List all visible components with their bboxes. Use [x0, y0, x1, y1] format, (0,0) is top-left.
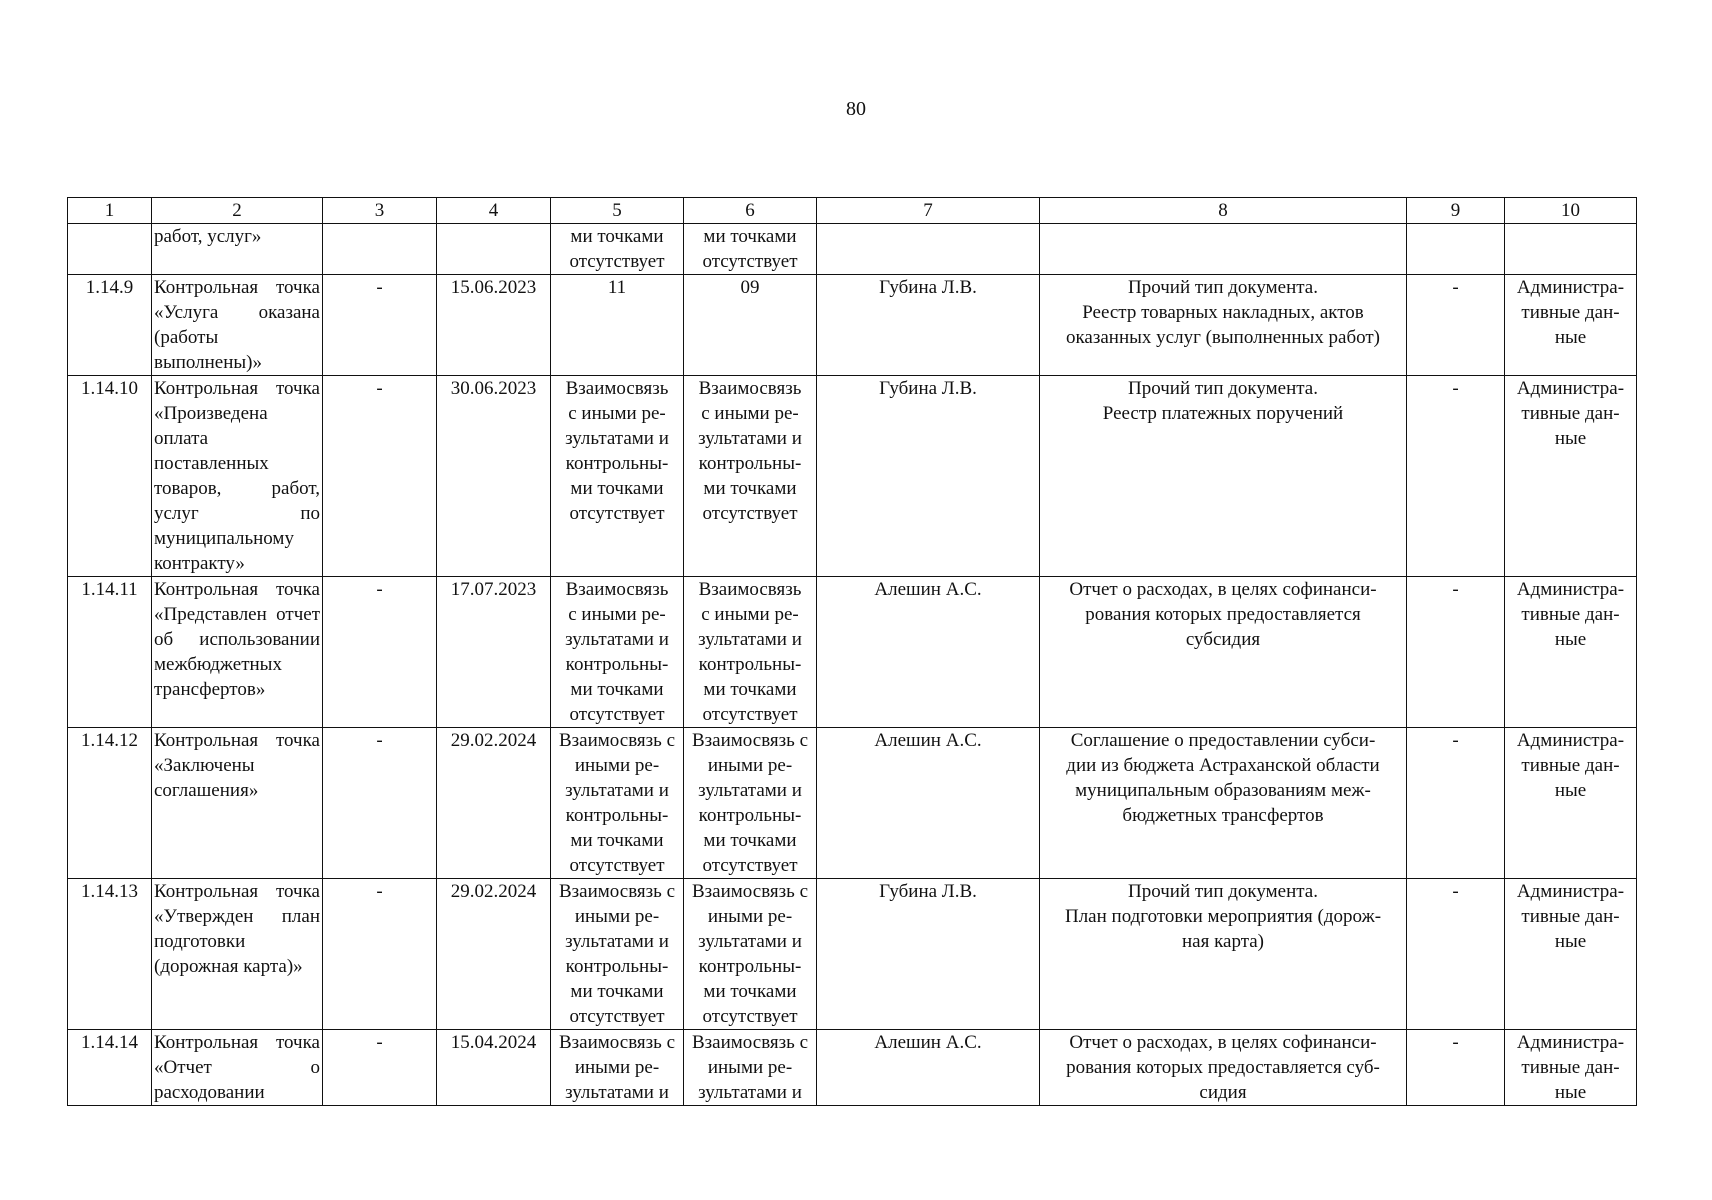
- cell-col10: Администра- тивные дан- ные: [1505, 275, 1637, 376]
- cell-col3: -: [323, 577, 437, 728]
- cell-number: 1.14.13: [68, 879, 152, 1030]
- table-row: [68, 275, 1637, 376]
- cell-responsible: Губина Л.В.: [817, 376, 1040, 577]
- cell-responsible: Алешин А.С.: [817, 1030, 1040, 1106]
- cell-col9: -: [1407, 275, 1505, 376]
- cell-col6: Взаимосвязь с иными ре- зультатами и контрольны- ми точками отсутствует: [684, 376, 817, 577]
- cell-document: [1040, 224, 1407, 275]
- cell-responsible: [817, 224, 1040, 275]
- cell-col5: Взаимосвязь с иными ре- зультатами и: [551, 1030, 684, 1106]
- cell-col3: -: [323, 376, 437, 577]
- cell-number: 1.14.11: [68, 577, 152, 728]
- cell-col9: -: [1407, 728, 1505, 879]
- cell-name: Контрольная точка «Отчет о расходовании: [152, 1030, 323, 1106]
- cell-col10: Администра- тивные дан- ные: [1505, 1030, 1637, 1106]
- cell-name: Контрольная точка «Представлен отчет об использовании межбюджетных трансфертов»: [152, 577, 323, 728]
- table-row: [68, 224, 1637, 275]
- cell-col6: Взаимосвязь с иными ре- зультатами и контрольны- ми точками отсутствует: [684, 728, 817, 879]
- cell-responsible: Алешин А.С.: [817, 577, 1040, 728]
- cell-col6: Взаимосвязь с иными ре- зультатами и контрольны- ми точками отсутствует: [684, 577, 817, 728]
- cell-col9: -: [1407, 879, 1505, 1030]
- cell-responsible: Алешин А.С.: [817, 728, 1040, 879]
- table-header: [68, 198, 1637, 224]
- cell-col3: -: [323, 728, 437, 879]
- table-row: [68, 577, 1637, 728]
- cell-col5: Взаимосвязь с иными ре- зультатами и контрольны- ми точками отсутствует: [551, 376, 684, 577]
- cell-name: работ, услуг»: [152, 224, 323, 275]
- table-row: [68, 1030, 1637, 1106]
- cell-document: Отчет о расходах, в целях софинанси- рования которых предоставляется суб- сидия: [1040, 1030, 1407, 1106]
- cell-responsible: Губина Л.В.: [817, 275, 1040, 376]
- cell-name: Контрольная точка «Утвержден план подготовки (дорожная карта)»: [152, 879, 323, 1030]
- cell-col6: 09: [684, 275, 817, 376]
- table-row: [68, 376, 1637, 577]
- header-col-10: 10: [1505, 198, 1637, 224]
- cell-date: 29.02.2024: [437, 728, 551, 879]
- page-number: 80: [846, 98, 866, 120]
- cell-date: 17.07.2023: [437, 577, 551, 728]
- cell-number: 1.14.14: [68, 1030, 152, 1106]
- cell-document: Отчет о расходах, в целях софинанси- рования которых предоставляется субсидия: [1040, 577, 1407, 728]
- header-col-1: 1: [68, 198, 152, 224]
- cell-col3: -: [323, 275, 437, 376]
- cell-date: 15.06.2023: [437, 275, 551, 376]
- cell-name: Контрольная точка «Услуга оказана (работы выполнены)»: [152, 275, 323, 376]
- table-row: [68, 879, 1637, 1030]
- header-col-5: 5: [551, 198, 684, 224]
- header-col-6: 6: [684, 198, 817, 224]
- cell-col10: Администра- тивные дан- ные: [1505, 728, 1637, 879]
- cell-document: Соглашение о предоставлении субси- дии из бюджета Астраханской области муниципальным образованиям меж- бюджетных трансфертов: [1040, 728, 1407, 879]
- cell-number: 1.14.12: [68, 728, 152, 879]
- header-col-3: 3: [323, 198, 437, 224]
- cell-col3: -: [323, 879, 437, 1030]
- cell-col6: Взаимосвязь с иными ре- зультатами и контрольны- ми точками отсутствует: [684, 879, 817, 1030]
- cell-col6: ми точками отсутствует: [684, 224, 817, 275]
- cell-col3: -: [323, 1030, 437, 1106]
- document-table: [67, 197, 1637, 1106]
- cell-col9: -: [1407, 1030, 1505, 1106]
- cell-name: Контрольная точка «Произведена оплата поставленных товаров, работ, услуг по муниципальному контракту»: [152, 376, 323, 577]
- cell-number: 1.14.9: [68, 275, 152, 376]
- cell-col5: 11: [551, 275, 684, 376]
- table-row: [68, 728, 1637, 879]
- cell-date: [437, 224, 551, 275]
- cell-col9: [1407, 224, 1505, 275]
- cell-col10: Администра- тивные дан- ные: [1505, 577, 1637, 728]
- cell-col9: -: [1407, 376, 1505, 577]
- header-col-7: 7: [817, 198, 1040, 224]
- cell-col9: -: [1407, 577, 1505, 728]
- cell-number: 1.14.10: [68, 376, 152, 577]
- cell-date: 15.04.2024: [437, 1030, 551, 1106]
- cell-document: Прочий тип документа. Реестр товарных накладных, актов оказанных услуг (выполненных работ): [1040, 275, 1407, 376]
- cell-col10: Администра- тивные дан- ные: [1505, 879, 1637, 1030]
- cell-responsible: Губина Л.В.: [817, 879, 1040, 1030]
- cell-date: 29.02.2024: [437, 879, 551, 1030]
- cell-document: Прочий тип документа. План подготовки мероприятия (дорож- ная карта): [1040, 879, 1407, 1030]
- header-col-4: 4: [437, 198, 551, 224]
- cell-col5: ми точками отсутствует: [551, 224, 684, 275]
- cell-name: Контрольная точка «Заключены соглашения»: [152, 728, 323, 879]
- cell-document: Прочий тип документа. Реестр платежных поручений: [1040, 376, 1407, 577]
- header-row: [68, 198, 1637, 224]
- cell-col10: Администра- тивные дан- ные: [1505, 376, 1637, 577]
- cell-col3: [323, 224, 437, 275]
- header-col-9: 9: [1407, 198, 1505, 224]
- cell-date: 30.06.2023: [437, 376, 551, 577]
- cell-col5: Взаимосвязь с иными ре- зультатами и контрольны- ми точками отсутствует: [551, 728, 684, 879]
- cell-col6: Взаимосвязь с иными ре- зультатами и: [684, 1030, 817, 1106]
- header-col-8: 8: [1040, 198, 1407, 224]
- table-body: [68, 224, 1637, 1106]
- cell-col10: [1505, 224, 1637, 275]
- header-col-2: 2: [152, 198, 323, 224]
- cell-col5: Взаимосвязь с иными ре- зультатами и контрольны- ми точками отсутствует: [551, 879, 684, 1030]
- cell-col5: Взаимосвязь с иными ре- зультатами и контрольны- ми точками отсутствует: [551, 577, 684, 728]
- cell-number: [68, 224, 152, 275]
